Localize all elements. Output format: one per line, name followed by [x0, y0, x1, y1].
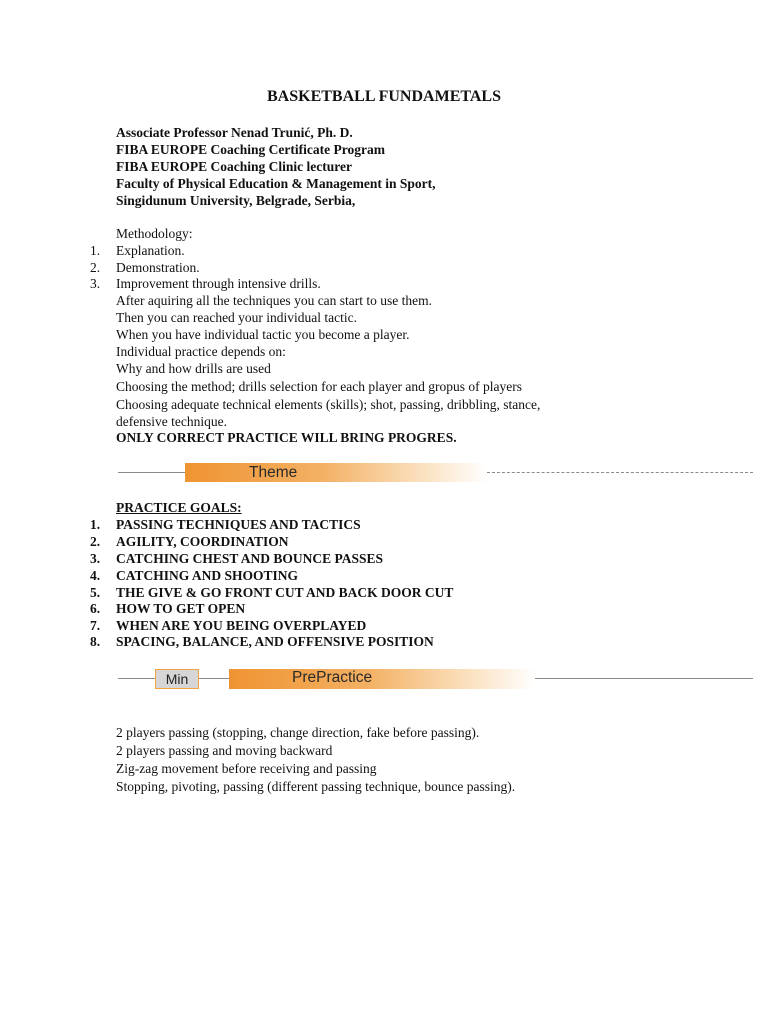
goal-item: CATCHING AND SHOOTING — [116, 568, 299, 583]
methodology-line: defensive technique. — [116, 414, 227, 429]
methodology-step-text: Demonstration. — [116, 260, 200, 275]
author-line-3: FIBA EUROPE Coaching Clinic lecturer — [116, 159, 352, 174]
goal-number: 7. — [90, 618, 101, 633]
goal-number: 5. — [90, 585, 101, 600]
methodology-line: Individual practice depends on: — [116, 344, 286, 359]
goal-item: HOW TO GET OPEN — [116, 601, 246, 616]
methodology-step-number: 2. — [90, 260, 101, 275]
author-line-4: Faculty of Physical Education & Management in Sport, — [116, 176, 436, 191]
goal-item: THE GIVE & GO FRONT CUT AND BACK DOOR CUT — [116, 585, 454, 600]
banner-rule-mid — [199, 678, 229, 679]
prepractice-banner-label: PrePractice — [292, 669, 373, 686]
min-box: Min — [155, 669, 199, 689]
goal-number: 8. — [90, 634, 101, 649]
author-line-5: Singidunum University, Belgrade, Serbia, — [116, 193, 356, 208]
methodology-line: When you have individual tactic you become a player. — [116, 327, 410, 342]
prepractice-drill: 2 players passing and moving backward — [116, 743, 333, 758]
methodology-step-number: 1. — [90, 243, 101, 258]
goal-item: PASSING TECHNIQUES AND TACTICS — [116, 517, 361, 532]
banner-rule-dashed — [487, 472, 753, 473]
goal-number: 1. — [90, 517, 101, 532]
prepractice-banner-bar — [229, 669, 535, 689]
goal-number: 6. — [90, 601, 101, 616]
goal-item: CATCHING CHEST AND BOUNCE PASSES — [116, 551, 384, 566]
goal-item: WHEN ARE YOU BEING OVERPLAYED — [116, 618, 367, 633]
goal-number: 2. — [90, 534, 101, 549]
methodology-line: Choosing the method; drills selection for each player and gropus of players — [116, 379, 523, 394]
banner-rule-right — [535, 678, 753, 679]
author-line-1: Associate Professor Nenad Trunić, Ph. D. — [116, 125, 353, 140]
methodology-line: Choosing adequate technical elements (skills); shot, passing, dribbling, stance, — [116, 397, 541, 412]
methodology-heading: Methodology: — [116, 226, 193, 241]
theme-banner-label: Theme — [249, 464, 298, 481]
goal-number: 4. — [90, 568, 101, 583]
methodology-line: After aquiring all the techniques you can start to use them. — [116, 293, 433, 308]
practice-goals-heading: PRACTICE GOALS: — [116, 500, 242, 515]
prepractice-drill: Stopping, pivoting, passing (different passing technique, bounce passing). — [116, 779, 516, 794]
methodology-line: Why and how drills are used — [116, 361, 271, 376]
methodology-emphasis: ONLY CORRECT PRACTICE WILL BRING PROGRES. — [116, 430, 457, 445]
methodology-line: Then you can reached your individual tactic. — [116, 310, 358, 325]
methodology-step-text: Improvement through intensive drills. — [116, 276, 321, 291]
theme-banner-bar — [185, 463, 487, 482]
methodology-step-text: Explanation. — [116, 243, 185, 258]
prepractice-drill: 2 players passing (stopping, change direction, fake before passing). — [116, 725, 480, 740]
goal-number: 3. — [90, 551, 101, 566]
author-line-2: FIBA EUROPE Coaching Certificate Program — [116, 142, 385, 157]
document-title: BASKETBALL FUNDAMETALS — [267, 88, 501, 105]
goal-item: SPACING, BALANCE, AND OFFENSIVE POSITION — [116, 634, 434, 649]
banner-rule-left — [118, 678, 156, 679]
methodology-step-number: 3. — [90, 276, 101, 291]
banner-rule-left — [118, 472, 186, 473]
goal-item: AGILITY, COORDINATION — [116, 534, 289, 549]
prepractice-drill: Zig-zag movement before receiving and passing — [116, 761, 377, 776]
